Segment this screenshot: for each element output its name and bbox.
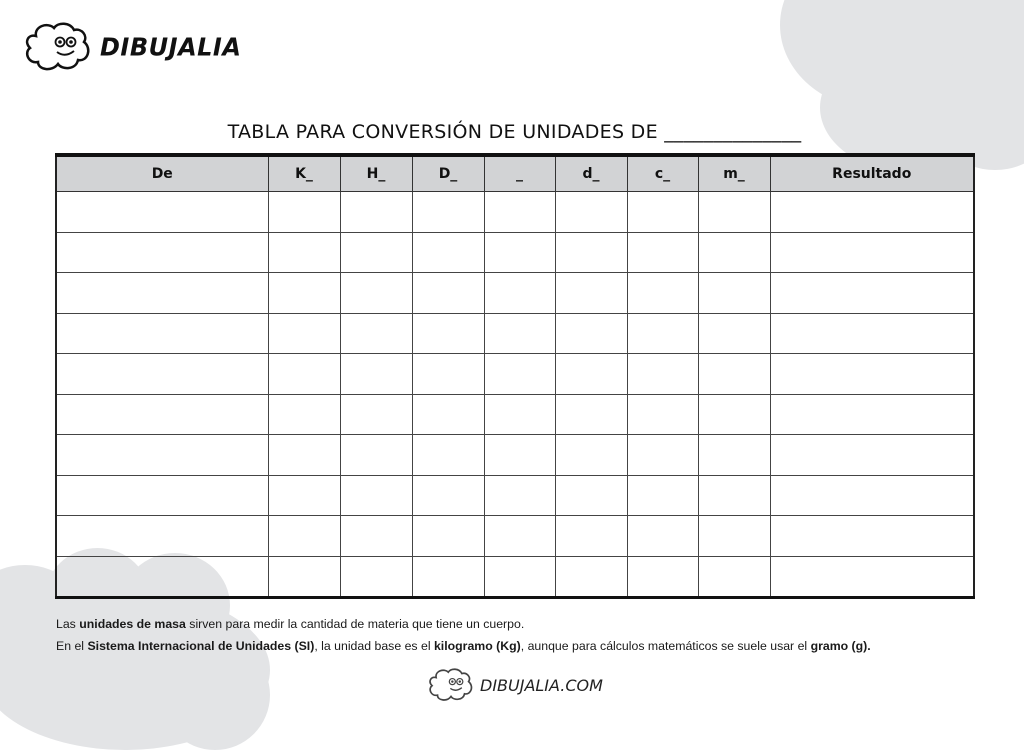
table-body — [56, 192, 974, 598]
table-cell[interactable] — [555, 232, 627, 273]
table-cell[interactable] — [770, 435, 974, 476]
table-cell[interactable] — [627, 354, 698, 395]
table-cell[interactable] — [56, 192, 268, 233]
table-cell[interactable] — [698, 394, 770, 435]
table-cell[interactable] — [484, 394, 555, 435]
table-cell[interactable] — [340, 435, 412, 476]
table-cell[interactable] — [484, 354, 555, 395]
brand-name: DIBUJALIA — [100, 32, 242, 62]
table-cell[interactable] — [412, 475, 484, 516]
table-cell[interactable] — [555, 435, 627, 476]
table-cell[interactable] — [412, 232, 484, 273]
table-cell[interactable] — [56, 435, 268, 476]
header-kilo: K_ — [268, 155, 340, 192]
header-deci: d_ — [555, 155, 627, 192]
table-cell[interactable] — [56, 556, 268, 598]
table-cell[interactable] — [412, 192, 484, 233]
table-cell[interactable] — [698, 313, 770, 354]
table-cell[interactable] — [484, 435, 555, 476]
table-row — [56, 556, 974, 598]
table-cell[interactable] — [340, 313, 412, 354]
header-base-unit: _ — [484, 155, 555, 192]
table-cell[interactable] — [698, 556, 770, 598]
table-cell[interactable] — [268, 435, 340, 476]
table-cell[interactable] — [412, 435, 484, 476]
table-cell[interactable] — [627, 232, 698, 273]
cloud-mascot-icon — [428, 668, 474, 702]
table-cell[interactable] — [268, 313, 340, 354]
table-cell[interactable] — [770, 475, 974, 516]
table-row — [56, 516, 974, 557]
table-cell[interactable] — [268, 273, 340, 314]
table-cell[interactable] — [770, 192, 974, 233]
table-row — [56, 475, 974, 516]
table-cell[interactable] — [340, 475, 412, 516]
info-text-plain: Las — [56, 617, 80, 631]
table-cell[interactable] — [268, 475, 340, 516]
table-row — [56, 394, 974, 435]
table-cell[interactable] — [268, 556, 340, 598]
table-cell[interactable] — [56, 394, 268, 435]
table-row — [56, 435, 974, 476]
table-cell[interactable] — [340, 192, 412, 233]
table-cell[interactable] — [555, 273, 627, 314]
table-cell[interactable] — [627, 516, 698, 557]
table-cell[interactable] — [56, 232, 268, 273]
table-cell[interactable] — [484, 232, 555, 273]
cloud-mascot-icon — [24, 22, 92, 72]
info-text-bold: unidades de masa — [79, 617, 186, 631]
header-resultado: Resultado — [770, 155, 974, 192]
table-cell[interactable] — [627, 394, 698, 435]
info-text-plain: , la unidad base es el — [314, 639, 434, 653]
table-row — [56, 273, 974, 314]
table-cell[interactable] — [56, 354, 268, 395]
worksheet-title: TABLA PARA CONVERSIÓN DE UNIDADES DE ______________ — [227, 121, 802, 143]
table-row — [56, 192, 974, 233]
table-cell[interactable] — [770, 273, 974, 314]
table-cell[interactable] — [340, 354, 412, 395]
brand-logo — [24, 22, 241, 72]
table-cell[interactable] — [412, 394, 484, 435]
info-text-bold: gramo (g). — [810, 639, 871, 653]
footer-brand-url: DIBUJALIA.COM — [480, 675, 603, 695]
table-cell[interactable] — [56, 273, 268, 314]
table-cell[interactable] — [555, 313, 627, 354]
table-row — [56, 313, 974, 354]
table-cell[interactable] — [484, 313, 555, 354]
header-mili: m_ — [698, 155, 770, 192]
info-text-plain: , aunque para cálculos matemáticos se suele usar el — [520, 639, 811, 653]
table-cell[interactable] — [56, 516, 268, 557]
table-cell[interactable] — [340, 516, 412, 557]
table-cell[interactable] — [698, 354, 770, 395]
header-de: De — [56, 155, 268, 192]
table-cell[interactable] — [484, 192, 555, 233]
info-line-2 — [56, 635, 871, 657]
table-cell[interactable] — [412, 313, 484, 354]
table-cell[interactable] — [698, 192, 770, 233]
footer-logo — [428, 668, 603, 702]
table-cell[interactable] — [484, 273, 555, 314]
table-cell[interactable] — [698, 273, 770, 314]
table-cell[interactable] — [698, 475, 770, 516]
table-cell[interactable] — [268, 354, 340, 395]
table-cell[interactable] — [555, 475, 627, 516]
table-cell[interactable] — [698, 516, 770, 557]
table-cell[interactable] — [268, 192, 340, 233]
table-cell[interactable] — [555, 354, 627, 395]
table-cell[interactable] — [555, 516, 627, 557]
table-cell[interactable] — [698, 435, 770, 476]
table-cell[interactable] — [268, 394, 340, 435]
table-header-row — [56, 155, 974, 192]
table-cell[interactable] — [555, 394, 627, 435]
table-cell[interactable] — [627, 273, 698, 314]
table-cell[interactable] — [484, 556, 555, 598]
table-cell[interactable] — [770, 232, 974, 273]
table-cell[interactable] — [340, 394, 412, 435]
header-centi: c_ — [627, 155, 698, 192]
table-cell[interactable] — [484, 475, 555, 516]
table-cell[interactable] — [412, 556, 484, 598]
table-cell[interactable] — [340, 232, 412, 273]
info-line-1 — [56, 613, 871, 635]
header-deca: D_ — [412, 155, 484, 192]
table-cell[interactable] — [340, 273, 412, 314]
table-cell[interactable] — [56, 313, 268, 354]
table-cell[interactable] — [627, 556, 698, 598]
info-text-bold: kilogramo (Kg) — [433, 639, 521, 653]
table-cell[interactable] — [412, 516, 484, 557]
table-cell[interactable] — [627, 313, 698, 354]
table-cell[interactable] — [340, 556, 412, 598]
info-text — [56, 613, 871, 657]
table-cell[interactable] — [770, 313, 974, 354]
conversion-table — [55, 153, 975, 599]
table-cell[interactable] — [555, 192, 627, 233]
header-hecto: H_ — [340, 155, 412, 192]
info-text-plain: sirven para medir la cantidad de materia que tiene un cuerpo. — [185, 617, 525, 631]
table-cell[interactable] — [627, 192, 698, 233]
table-row — [56, 232, 974, 273]
table-row — [56, 354, 974, 395]
table-cell[interactable] — [770, 516, 974, 557]
table-cell[interactable] — [56, 475, 268, 516]
table-cell[interactable] — [770, 394, 974, 435]
table-cell[interactable] — [268, 516, 340, 557]
table-cell[interactable] — [268, 232, 340, 273]
table-cell[interactable] — [770, 556, 974, 598]
table-cell[interactable] — [698, 232, 770, 273]
table-cell[interactable] — [555, 556, 627, 598]
table-cell[interactable] — [484, 516, 555, 557]
info-text-plain: En el — [56, 639, 88, 653]
table-cell[interactable] — [412, 354, 484, 395]
table-cell[interactable] — [627, 475, 698, 516]
table-cell[interactable] — [412, 273, 484, 314]
table-cell[interactable] — [627, 435, 698, 476]
table-cell[interactable] — [770, 354, 974, 395]
info-text-bold: Sistema Internacional de Unidades (SI) — [87, 639, 315, 653]
